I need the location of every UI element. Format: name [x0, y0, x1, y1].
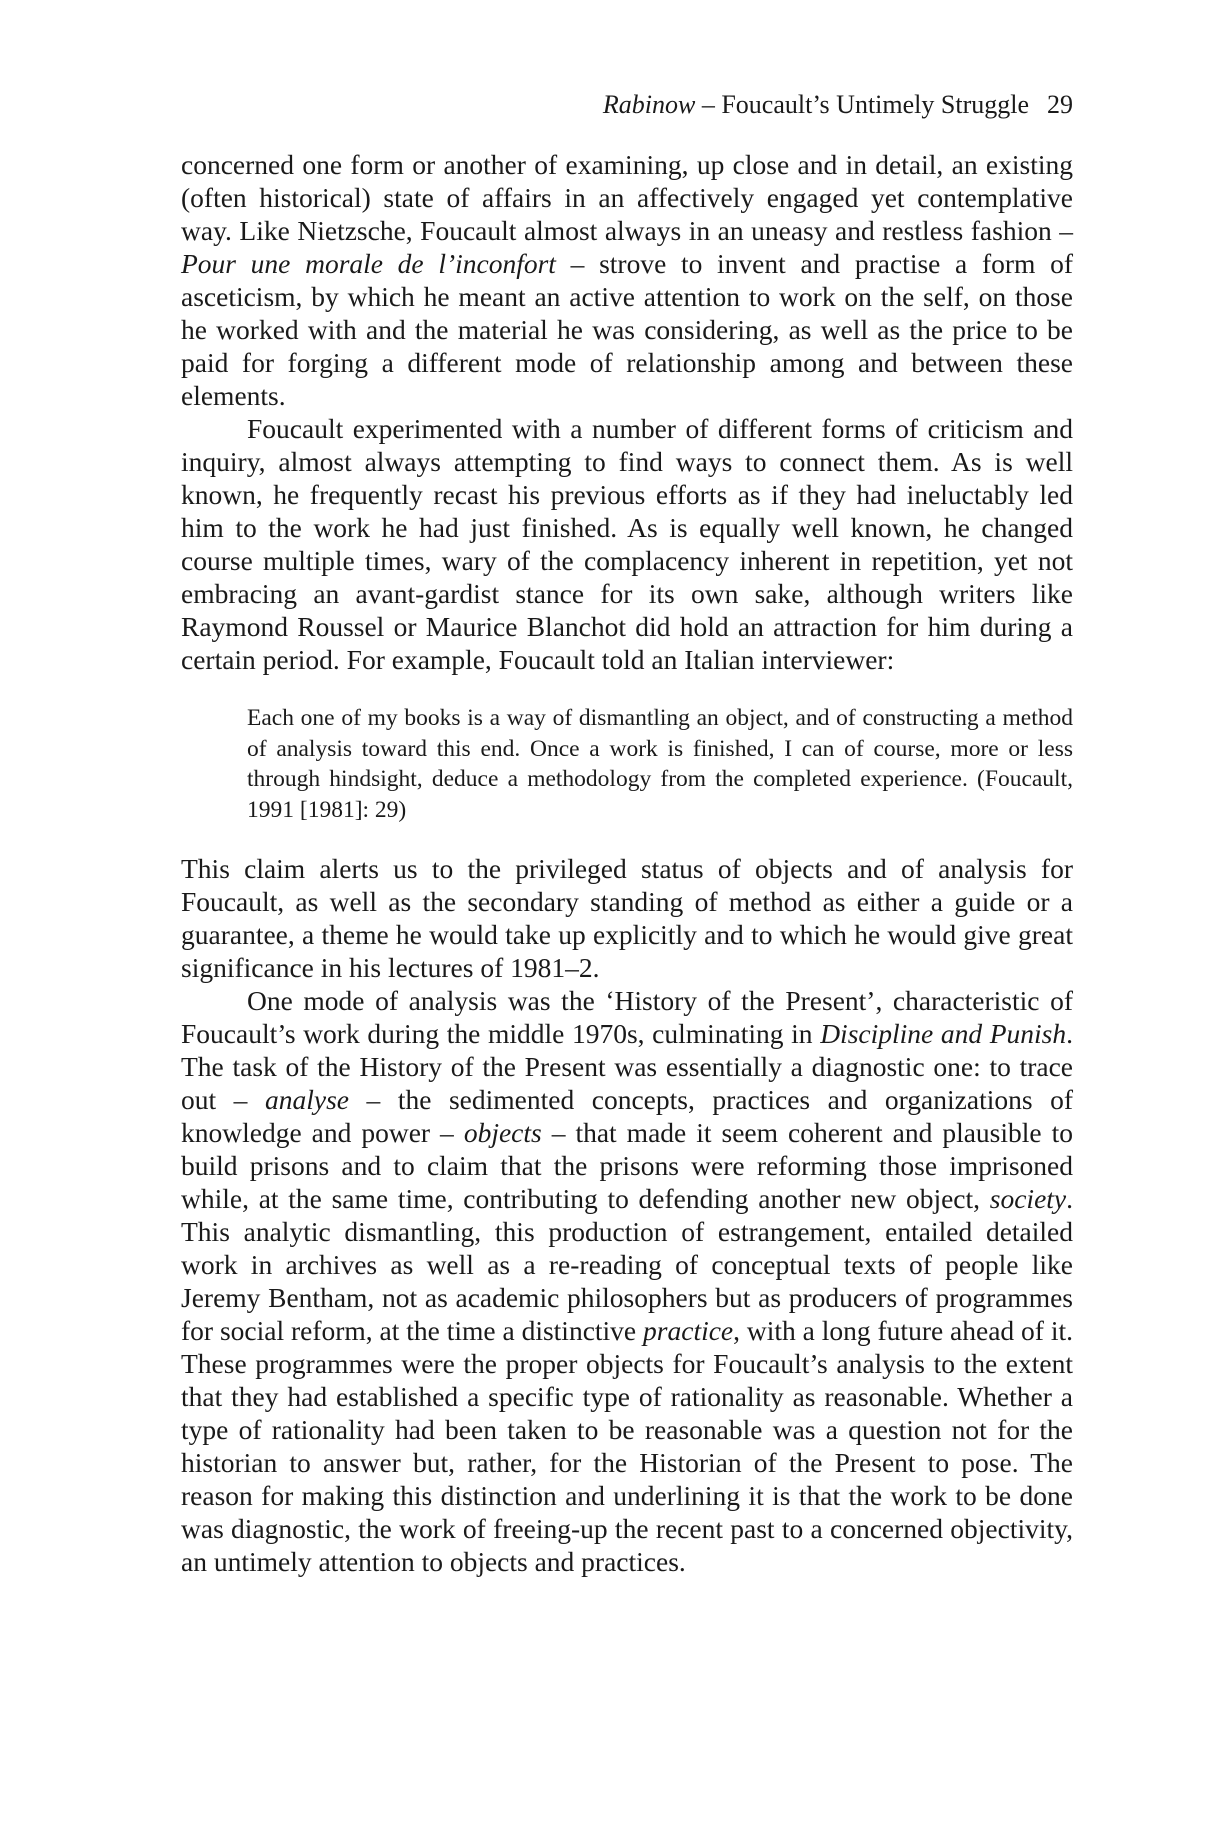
body-text [181, 148, 1073, 1578]
text-run: , with a long future ahead of it. These programmes were the proper objects for Foucault’s analysis to the extent that they had established a specific type of rationality as reasonable. Whether a type of rationality had been taken to be reasonable was a question not for the historian to answer but, rather, for the Historian of the Present to pose. The reason for making this distinction and underlining it is that the work to be done was diagnostic, the work of freeing-up the recent past to a concerned objectivity, an untimely attention to objects and practices. [181, 1315, 1073, 1577]
running-head-separator: – [695, 90, 722, 119]
text-run: One mode of analysis was the ‘History of the Present’, characteristic of Foucault’s work during the middle 1970s, culminating in [181, 985, 1073, 1049]
text-run: – that made it seem coherent and plausible to build prisons and to claim that the prisons were reforming those imprisoned while, at the same time, contributing to defending another new object, [181, 1117, 1074, 1214]
book-page [181, 88, 1073, 1578]
italic-term: society [989, 1183, 1067, 1214]
paragraph-continued [181, 148, 1073, 412]
text-run: – the sedimented concepts, practices and organizations of knowledge and power – [181, 1084, 1073, 1148]
running-head [181, 88, 1073, 122]
italic-term: practice [643, 1315, 734, 1346]
text-run: . This analytic dismantling, this production of estrangement, entailed detailed work in archives as well as a re-reading of conceptual texts of people like Jeremy Bentham, not as academic philosophers but as producers of programmes for social reform, at the time a distinctive [181, 1183, 1073, 1346]
page-number: 29 [1047, 90, 1073, 119]
italic-book-title: Discipline and Punish [820, 1018, 1067, 1049]
italic-term: objects [463, 1117, 542, 1148]
italic-term: analyse [264, 1084, 349, 1115]
block-quote [247, 703, 1073, 825]
text-run: This claim alerts us to the privileged status of objects and of analysis for Foucault, as well as the secondary standing of method as either a guide or a guarantee, a theme he would take up explicitly and to which he would give great significance in his lectures of 1981–2. [181, 853, 1073, 983]
quote-text: Each one of my books is a way of dismantling an object, and of constructing a method of analysis toward this end. Once a work is finished, I can of course, more or less through hindsight, deduce a methodology from the completed experience. (Foucault, 1991 [1981]: 29) [247, 705, 1073, 823]
running-head-author: Rabinow [602, 90, 696, 119]
text-run: . The task of the History of the Present was essentially a diagnostic one: to trace out – [181, 1018, 1073, 1115]
running-head-title: Foucault’s Untimely Struggle [721, 90, 1029, 119]
text-run: concerned one form or another of examining, up close and in detail, an existing (often historical) state of affairs in an affectively engaged yet contemplative way. Like Nietzsche, Foucault almost always in an uneasy and restless fashion – [181, 149, 1073, 246]
text-run: – strove to invent and practise a form of asceticism, by which he meant an active attention to work on the self, on those he worked with and the material he was considering, as well as the price to be paid for forging a different mode of relationship among and between these elements. [181, 248, 1073, 411]
text-run: Foucault experimented with a number of different forms of criticism and inquiry, almost always attempting to find ways to connect them. As is well known, he frequently recast his previous efforts as if they had ineluctably led him to the work he had just finished. As is equally well known, he changed course multiple times, wary of the complacency inherent in repetition, yet not embracing an avant-gardist stance for its own sake, although writers like Raymond Roussel or Maurice Blanchot did hold an attraction for him during a certain period. For example, Foucault told an Italian interviewer: [181, 413, 1073, 675]
italic-title: Pour une morale de l’inconfort [181, 248, 556, 279]
paragraph-claim [181, 852, 1073, 984]
paragraph-history-of-present [181, 984, 1073, 1578]
paragraph-experimented [181, 412, 1073, 676]
